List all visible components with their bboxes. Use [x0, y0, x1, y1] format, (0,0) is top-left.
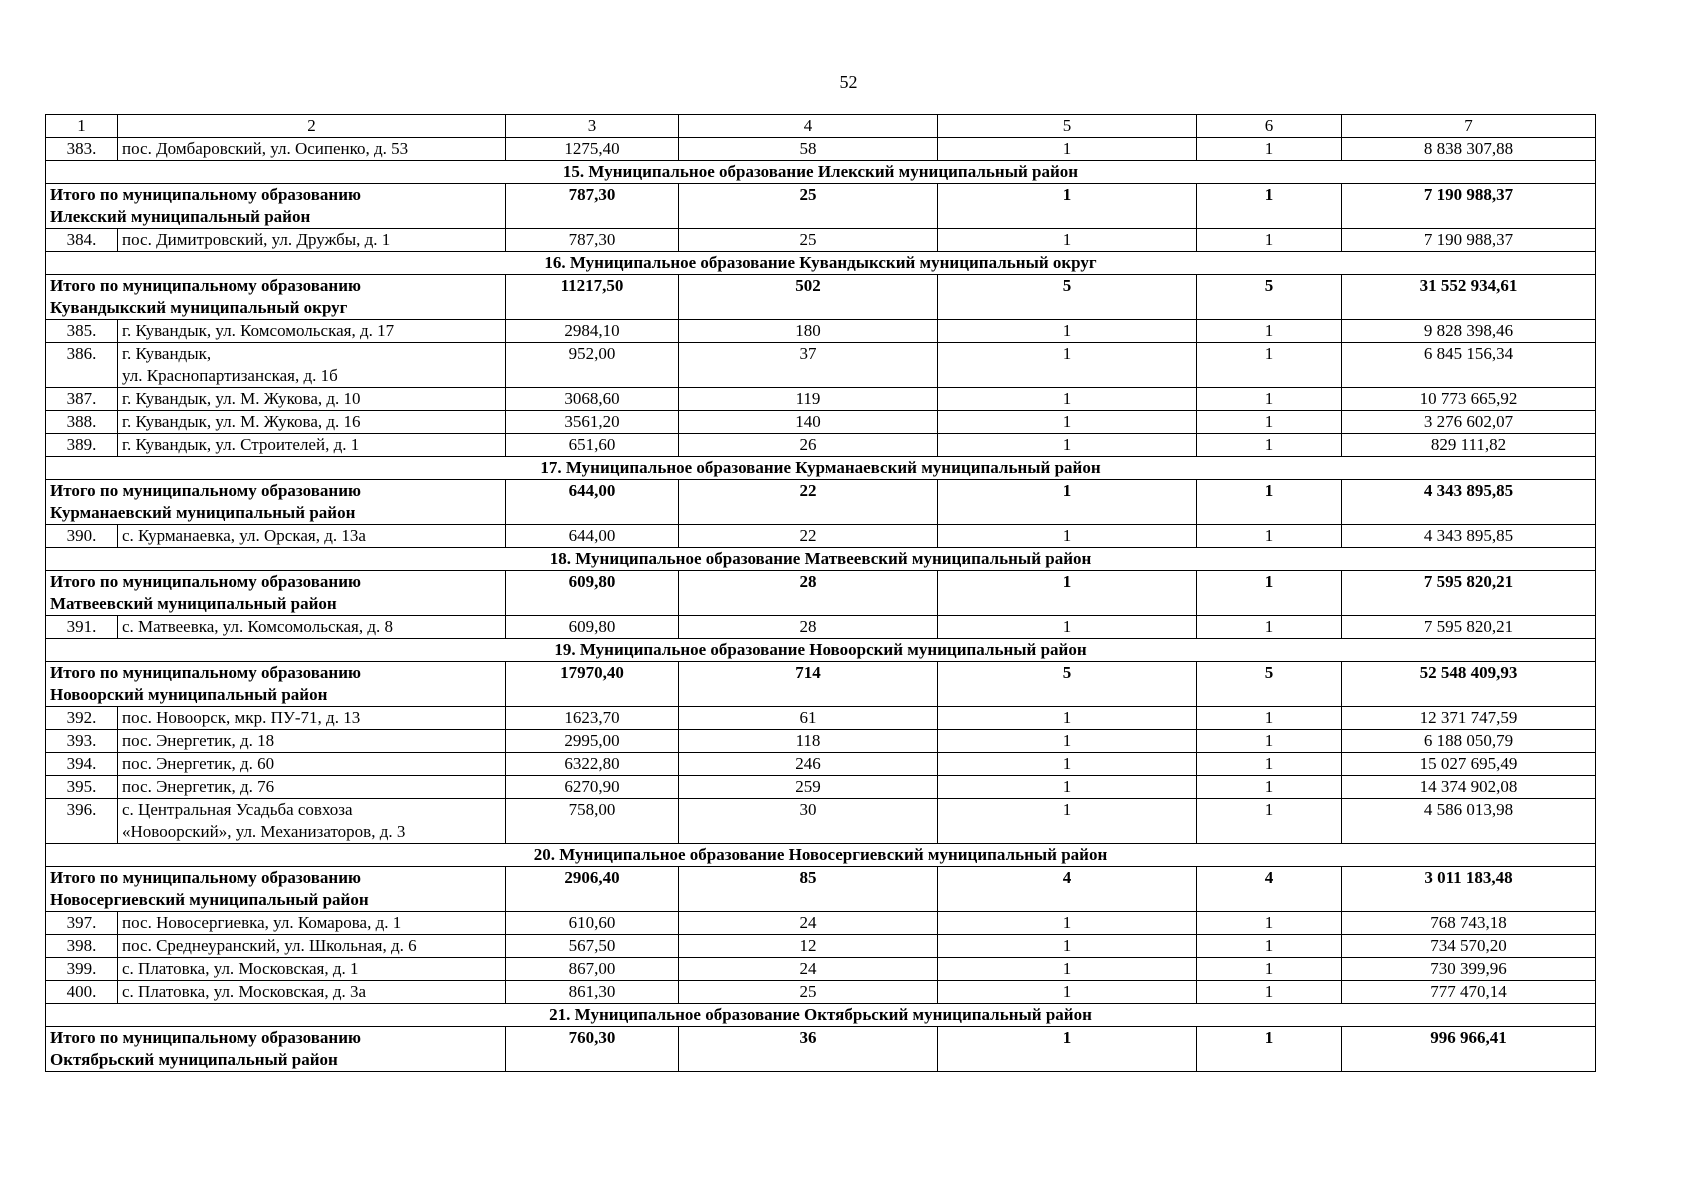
table-row [46, 935, 1596, 958]
area-cell: 17970,40 [506, 662, 679, 707]
residents-cell: 24 [679, 912, 938, 935]
col6-cell: 1 [1197, 434, 1342, 457]
table-row [46, 411, 1596, 434]
row-number-cell: 385. [46, 320, 118, 343]
cell-line: с. Платовка, ул. Московская, д. 1 [122, 959, 359, 978]
subtotal-row [46, 571, 1596, 616]
address-cell [118, 343, 506, 388]
page-number: 52 [839, 72, 858, 92]
amount-cell: 996 966,41 [1342, 1027, 1596, 1072]
cell-line: с. Матвеевка, ул. Комсомольская, д. 8 [122, 617, 394, 636]
area-cell: 11217,50 [506, 275, 679, 320]
residents-cell: 85 [679, 867, 938, 912]
col5-cell: 1 [938, 981, 1197, 1004]
section-heading-row [46, 844, 1596, 867]
area-cell: 787,30 [506, 184, 679, 229]
cell-line: пос. Димитровский, ул. Дружбы, д. 1 [122, 230, 391, 249]
subtotal-row [46, 480, 1596, 525]
column-number-header: 5 [938, 115, 1197, 138]
subtotal-label [46, 1027, 506, 1072]
area-cell: 2906,40 [506, 867, 679, 912]
residents-cell: 25 [679, 981, 938, 1004]
table-row [46, 229, 1596, 252]
column-number-header: 2 [118, 115, 506, 138]
address-cell [118, 616, 506, 639]
residents-cell: 28 [679, 616, 938, 639]
residents-cell: 118 [679, 730, 938, 753]
amount-cell: 730 399,96 [1342, 958, 1596, 981]
col6-cell: 1 [1197, 958, 1342, 981]
amount-cell: 7 595 820,21 [1342, 616, 1596, 639]
amount-cell: 3 011 183,48 [1342, 867, 1596, 912]
col6-cell: 1 [1197, 184, 1342, 229]
residents-cell: 246 [679, 753, 938, 776]
row-number-cell: 400. [46, 981, 118, 1004]
col6-cell: 1 [1197, 525, 1342, 548]
address-cell [118, 776, 506, 799]
col5-cell: 1 [938, 388, 1197, 411]
amount-cell: 6 845 156,34 [1342, 343, 1596, 388]
col5-cell: 1 [938, 616, 1197, 639]
column-number-header: 7 [1342, 115, 1596, 138]
residents-cell: 61 [679, 707, 938, 730]
register-table [45, 114, 1596, 1072]
area-cell: 3561,20 [506, 411, 679, 434]
residents-cell: 26 [679, 434, 938, 457]
col5-cell: 1 [938, 753, 1197, 776]
subtotal-label-line: Итого по муниципальному образованию [50, 481, 361, 500]
col6-cell: 1 [1197, 138, 1342, 161]
amount-cell: 8 838 307,88 [1342, 138, 1596, 161]
table-row [46, 730, 1596, 753]
address-cell [118, 525, 506, 548]
col6-cell: 1 [1197, 229, 1342, 252]
cell-line: пос. Домбаровский, ул. Осипенко, д. 53 [122, 139, 409, 158]
col5-cell: 1 [938, 411, 1197, 434]
col5-cell: 1 [938, 730, 1197, 753]
amount-cell: 829 111,82 [1342, 434, 1596, 457]
table-row [46, 912, 1596, 935]
amount-cell: 14 374 902,08 [1342, 776, 1596, 799]
section-heading-row [46, 1004, 1596, 1027]
residents-cell: 30 [679, 799, 938, 844]
col5-cell: 5 [938, 275, 1197, 320]
address-cell [118, 229, 506, 252]
residents-cell: 28 [679, 571, 938, 616]
row-number-cell: 399. [46, 958, 118, 981]
area-cell: 644,00 [506, 480, 679, 525]
area-cell: 861,30 [506, 981, 679, 1004]
cell-line: пос. Новоорск, мкр. ПУ-71, д. 13 [122, 708, 361, 727]
subtotal-row [46, 1027, 1596, 1072]
amount-cell: 7 595 820,21 [1342, 571, 1596, 616]
address-cell [118, 411, 506, 434]
area-cell: 567,50 [506, 935, 679, 958]
address-cell [118, 912, 506, 935]
col6-cell: 1 [1197, 571, 1342, 616]
address-cell [118, 753, 506, 776]
area-cell: 758,00 [506, 799, 679, 844]
col6-cell: 1 [1197, 411, 1342, 434]
area-cell: 6322,80 [506, 753, 679, 776]
col5-cell: 4 [938, 867, 1197, 912]
address-cell [118, 958, 506, 981]
table-row [46, 981, 1596, 1004]
col5-cell: 1 [938, 229, 1197, 252]
amount-cell: 52 548 409,93 [1342, 662, 1596, 707]
area-cell: 1275,40 [506, 138, 679, 161]
section-title: 18. Муниципальное образование Матвеевский муниципальный район [46, 548, 1596, 571]
row-number-cell: 391. [46, 616, 118, 639]
subtotal-label-line: Итого по муниципальному образованию [50, 1028, 361, 1047]
table-row [46, 799, 1596, 844]
section-title: 17. Муниципальное образование Курманаевский муниципальный район [46, 457, 1596, 480]
col5-cell: 1 [938, 912, 1197, 935]
amount-cell: 15 027 695,49 [1342, 753, 1596, 776]
table-row [46, 616, 1596, 639]
area-cell: 610,60 [506, 912, 679, 935]
col6-cell: 1 [1197, 753, 1342, 776]
address-cell [118, 138, 506, 161]
cell-line: пос. Энергетик, д. 76 [122, 777, 275, 796]
table-row [46, 434, 1596, 457]
col5-cell: 1 [938, 434, 1197, 457]
amount-cell: 10 773 665,92 [1342, 388, 1596, 411]
subtotal-row [46, 662, 1596, 707]
row-number-cell: 398. [46, 935, 118, 958]
col6-cell: 1 [1197, 981, 1342, 1004]
row-number-cell: 394. [46, 753, 118, 776]
amount-cell: 4 343 895,85 [1342, 480, 1596, 525]
section-heading-row [46, 639, 1596, 662]
address-cell [118, 707, 506, 730]
subtotal-row [46, 184, 1596, 229]
col6-cell: 1 [1197, 707, 1342, 730]
subtotal-label [46, 662, 506, 707]
column-number-header: 1 [46, 115, 118, 138]
table-row [46, 776, 1596, 799]
subtotal-label-line: Октябрьский муниципальный район [50, 1050, 338, 1069]
col5-cell: 1 [938, 184, 1197, 229]
amount-cell: 3 276 602,07 [1342, 411, 1596, 434]
address-cell [118, 388, 506, 411]
col6-cell: 1 [1197, 776, 1342, 799]
subtotal-label-line: Новоорский муниципальный район [50, 685, 328, 704]
col5-cell: 1 [938, 320, 1197, 343]
column-number-header: 4 [679, 115, 938, 138]
subtotal-row [46, 275, 1596, 320]
section-title: 15. Муниципальное образование Илекский муниципальный район [46, 161, 1596, 184]
amount-cell: 4 586 013,98 [1342, 799, 1596, 844]
area-cell: 651,60 [506, 434, 679, 457]
table-row [46, 138, 1596, 161]
cell-line: пос. Новосергиевка, ул. Комарова, д. 1 [122, 913, 402, 932]
col5-cell: 1 [938, 1027, 1197, 1072]
col5-cell: 1 [938, 343, 1197, 388]
row-number-cell: 384. [46, 229, 118, 252]
row-number-cell: 390. [46, 525, 118, 548]
residents-cell: 502 [679, 275, 938, 320]
amount-cell: 9 828 398,46 [1342, 320, 1596, 343]
subtotal-label-line: Итого по муниципальному образованию [50, 276, 361, 295]
residents-cell: 259 [679, 776, 938, 799]
area-cell: 2984,10 [506, 320, 679, 343]
subtotal-label-line: Итого по муниципальному образованию [50, 868, 361, 887]
amount-cell: 734 570,20 [1342, 935, 1596, 958]
area-cell: 644,00 [506, 525, 679, 548]
area-cell: 609,80 [506, 616, 679, 639]
table-body [46, 115, 1596, 1072]
subtotal-label-line: Илекский муниципальный район [50, 207, 311, 226]
cell-line: с. Курманаевка, ул. Орская, д. 13а [122, 526, 366, 545]
area-cell: 952,00 [506, 343, 679, 388]
area-cell: 867,00 [506, 958, 679, 981]
subtotal-label [46, 867, 506, 912]
cell-line: г. Кувандык, ул. Строителей, д. 1 [122, 435, 360, 454]
address-cell [118, 320, 506, 343]
row-number-cell: 392. [46, 707, 118, 730]
section-heading-row [46, 161, 1596, 184]
cell-line: г. Кувандык, ул. М. Жукова, д. 16 [122, 412, 361, 431]
residents-cell: 12 [679, 935, 938, 958]
residents-cell: 140 [679, 411, 938, 434]
subtotal-label-line: Итого по муниципальному образованию [50, 663, 361, 682]
col6-cell: 5 [1197, 275, 1342, 320]
row-number-cell: 387. [46, 388, 118, 411]
col6-cell: 1 [1197, 616, 1342, 639]
cell-line: «Новоорский», ул. Механизаторов, д. 3 [122, 822, 406, 841]
residents-cell: 24 [679, 958, 938, 981]
col6-cell: 1 [1197, 935, 1342, 958]
residents-cell: 22 [679, 480, 938, 525]
table-row [46, 320, 1596, 343]
subtotal-label-line: Курманаевский муниципальный район [50, 503, 356, 522]
row-number-cell: 386. [46, 343, 118, 388]
row-number-cell: 395. [46, 776, 118, 799]
section-title: 19. Муниципальное образование Новоорский муниципальный район [46, 639, 1596, 662]
col6-cell: 1 [1197, 320, 1342, 343]
col6-cell: 1 [1197, 912, 1342, 935]
amount-cell: 6 188 050,79 [1342, 730, 1596, 753]
address-cell [118, 935, 506, 958]
subtotal-label [46, 571, 506, 616]
area-cell: 1623,70 [506, 707, 679, 730]
section-title: 20. Муниципальное образование Новосергиевский муниципальный район [46, 844, 1596, 867]
cell-line: г. Кувандык, [122, 344, 212, 363]
area-cell: 2995,00 [506, 730, 679, 753]
residents-cell: 714 [679, 662, 938, 707]
residents-cell: 37 [679, 343, 938, 388]
subtotal-label-line: Итого по муниципальному образованию [50, 185, 361, 204]
cell-line: ул. Краснопартизанская, д. 1б [122, 366, 338, 385]
amount-cell: 12 371 747,59 [1342, 707, 1596, 730]
col5-cell: 1 [938, 571, 1197, 616]
col5-cell: 5 [938, 662, 1197, 707]
col5-cell: 1 [938, 935, 1197, 958]
col5-cell: 1 [938, 707, 1197, 730]
subtotal-label-line: Кувандыкский муниципальный округ [50, 298, 348, 317]
address-cell [118, 981, 506, 1004]
cell-line: г. Кувандык, ул. М. Жукова, д. 10 [122, 389, 361, 408]
area-cell: 609,80 [506, 571, 679, 616]
table-row [46, 707, 1596, 730]
col6-cell: 4 [1197, 867, 1342, 912]
area-cell: 760,30 [506, 1027, 679, 1072]
subtotal-label-line: Новосергиевский муниципальный район [50, 890, 369, 909]
subtotal-row [46, 867, 1596, 912]
subtotal-label [46, 480, 506, 525]
cell-line: с. Центральная Усадьба совхоза [122, 800, 353, 819]
col6-cell: 5 [1197, 662, 1342, 707]
section-heading-row [46, 252, 1596, 275]
row-number-cell: 397. [46, 912, 118, 935]
row-number-cell: 396. [46, 799, 118, 844]
table-row [46, 753, 1596, 776]
col5-cell: 1 [938, 525, 1197, 548]
amount-cell: 768 743,18 [1342, 912, 1596, 935]
table-row [46, 343, 1596, 388]
address-cell [118, 434, 506, 457]
row-number-cell: 383. [46, 138, 118, 161]
col5-cell: 1 [938, 776, 1197, 799]
amount-cell: 7 190 988,37 [1342, 184, 1596, 229]
col5-cell: 1 [938, 799, 1197, 844]
col5-cell: 1 [938, 958, 1197, 981]
cell-line: пос. Среднеуранский, ул. Школьная, д. 6 [122, 936, 417, 955]
residents-cell: 180 [679, 320, 938, 343]
address-cell [118, 730, 506, 753]
residents-cell: 36 [679, 1027, 938, 1072]
column-number-header: 3 [506, 115, 679, 138]
col6-cell: 1 [1197, 1027, 1342, 1072]
col6-cell: 1 [1197, 388, 1342, 411]
col6-cell: 1 [1197, 343, 1342, 388]
cell-line: г. Кувандык, ул. Комсомольская, д. 17 [122, 321, 395, 340]
residents-cell: 58 [679, 138, 938, 161]
subtotal-label [46, 275, 506, 320]
table-row [46, 958, 1596, 981]
column-number-header: 6 [1197, 115, 1342, 138]
cell-line: с. Платовка, ул. Московская, д. 3а [122, 982, 367, 1001]
subtotal-label [46, 184, 506, 229]
area-cell: 3068,60 [506, 388, 679, 411]
row-number-cell: 393. [46, 730, 118, 753]
amount-cell: 31 552 934,61 [1342, 275, 1596, 320]
amount-cell: 4 343 895,85 [1342, 525, 1596, 548]
col5-cell: 1 [938, 138, 1197, 161]
table-row [46, 525, 1596, 548]
col6-cell: 1 [1197, 730, 1342, 753]
col6-cell: 1 [1197, 480, 1342, 525]
area-cell: 6270,90 [506, 776, 679, 799]
table-row [46, 388, 1596, 411]
col5-cell: 1 [938, 480, 1197, 525]
subtotal-label-line: Матвеевский муниципальный район [50, 594, 337, 613]
section-heading-row [46, 457, 1596, 480]
row-number-cell: 388. [46, 411, 118, 434]
area-cell: 787,30 [506, 229, 679, 252]
residents-cell: 119 [679, 388, 938, 411]
amount-cell: 777 470,14 [1342, 981, 1596, 1004]
row-number-cell: 389. [46, 434, 118, 457]
residents-cell: 25 [679, 229, 938, 252]
header-row [46, 115, 1596, 138]
subtotal-label-line: Итого по муниципальному образованию [50, 572, 361, 591]
section-title: 16. Муниципальное образование Кувандыкский муниципальный округ [46, 252, 1596, 275]
section-heading-row [46, 548, 1596, 571]
section-title: 21. Муниципальное образование Октябрьский муниципальный район [46, 1004, 1596, 1027]
cell-line: пос. Энергетик, д. 18 [122, 731, 275, 750]
address-cell [118, 799, 506, 844]
amount-cell: 7 190 988,37 [1342, 229, 1596, 252]
col6-cell: 1 [1197, 799, 1342, 844]
residents-cell: 25 [679, 184, 938, 229]
cell-line: пос. Энергетик, д. 60 [122, 754, 275, 773]
residents-cell: 22 [679, 525, 938, 548]
